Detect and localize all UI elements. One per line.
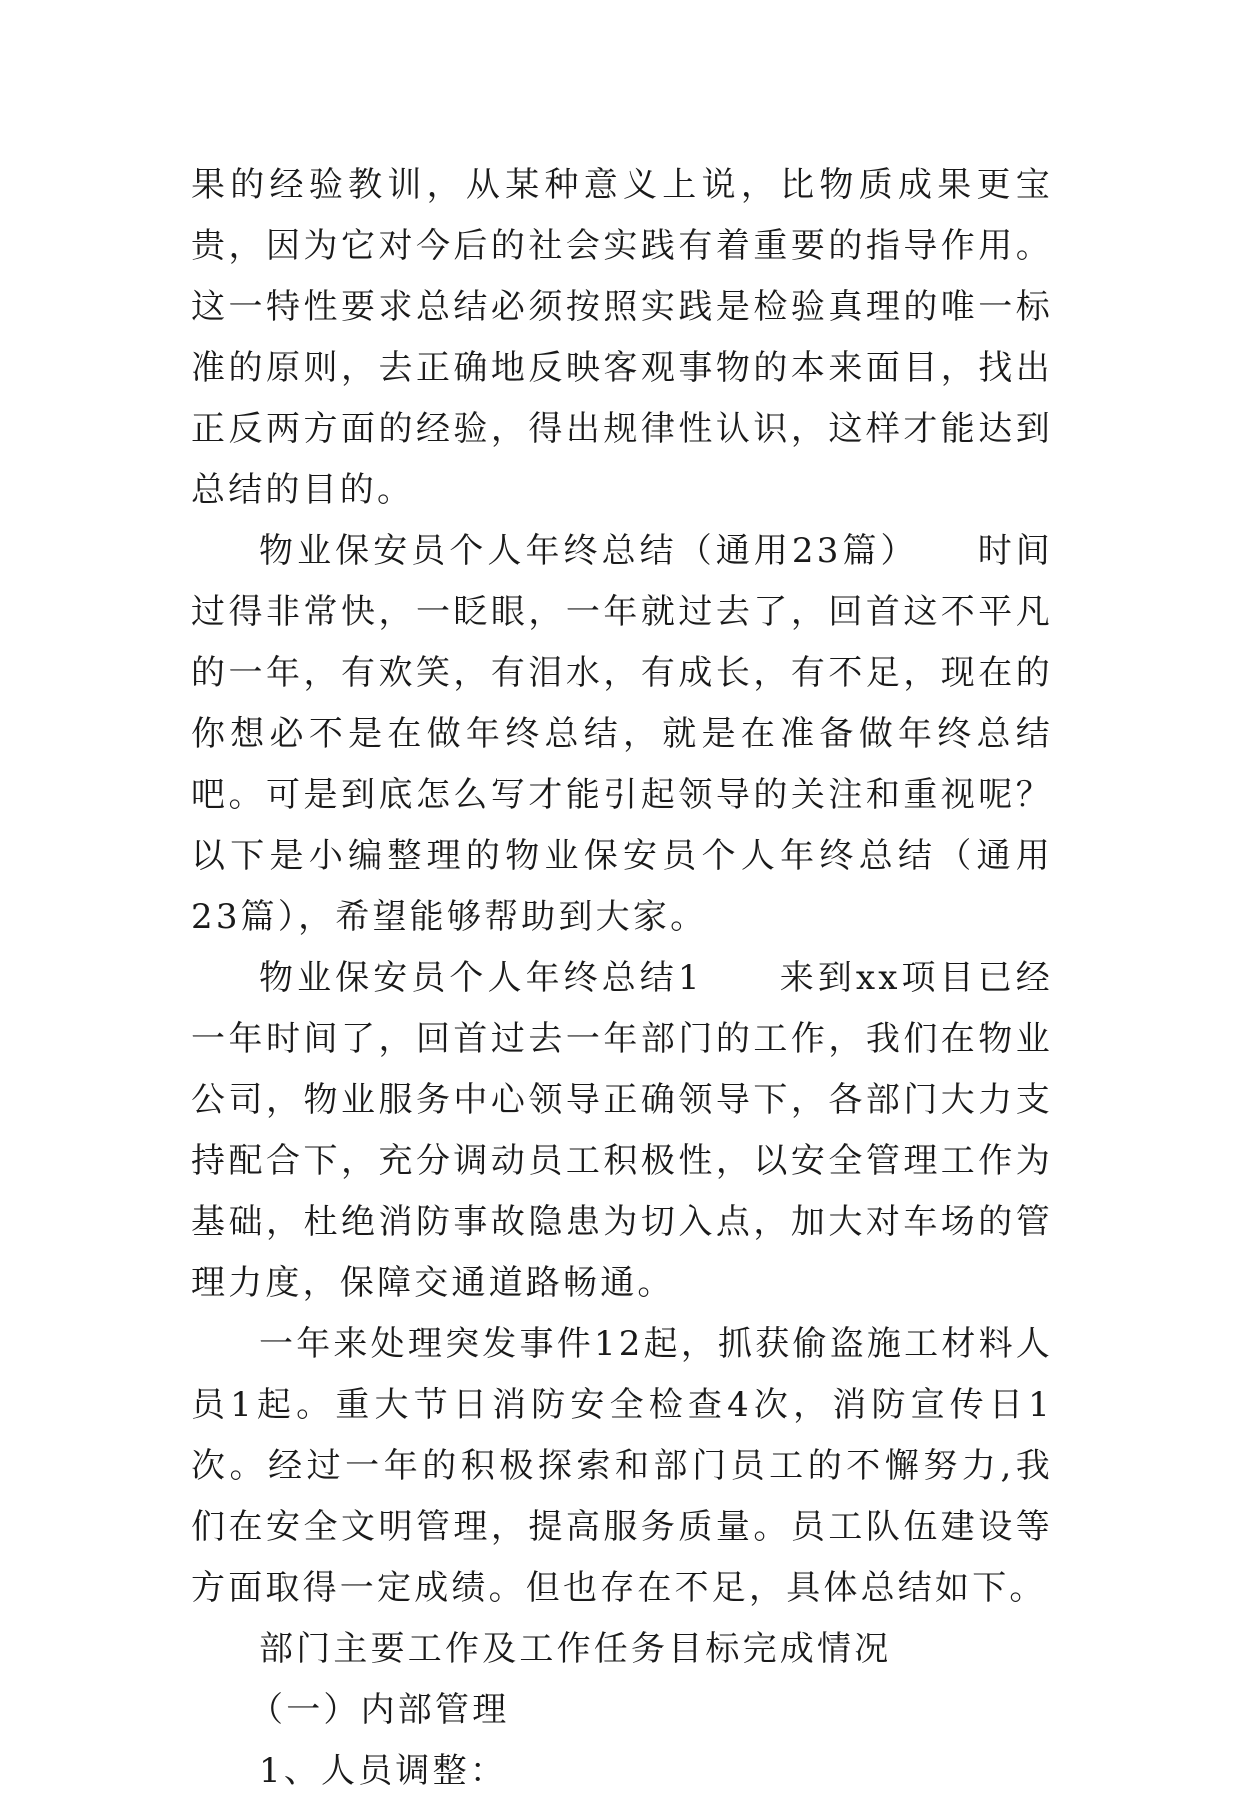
- document-body: [191, 155, 1053, 1802]
- item-heading: 1、人员调整：: [259, 1751, 508, 1791]
- paragraph-continuation: 果的经验教训，从某种意义上说，比物质成果更宝贵，因为它对今后的社会实践有着重要的指导作用。这一特性要求总结必须按照实践是检验真理的唯一标准的原则，去正确地反映客观事物的本来面目，找出正反两方面的经验，得出规律性认识，这样才能达到总结的目的。: [191, 165, 1053, 510]
- paragraph-intro: 物业保安员个人年终总结（通用23篇） 时间过得非常快，一眨眼，一年就过去了，回首这不平凡的一年，有欢笑，有泪水，有成长，有不足，现在的你想必不是在做年终总结，就是在准备做年终总结吧。可是到底怎么写才能引起领导的关注和重视呢？以下是小编整理的物业保安员个人年终总结（通用23篇），希望能够帮助到大家。: [191, 531, 1053, 937]
- subsection-heading: （一）内部管理: [249, 1690, 510, 1730]
- section-heading: 部门主要工作及工作任务目标完成情况: [259, 1629, 892, 1669]
- paragraph-summary-1: 物业保安员个人年终总结1 来到xx项目已经一年时间了，回首过去一年部门的工作，我们在物业公司，物业服务中心领导正确领导下，各部门大力支持配合下，充分调动员工积极性，以安全管理工作为基础，杜绝消防事故隐患为切入点，加大对车场的管理力度，保障交通道路畅通。: [191, 958, 1053, 1303]
- paragraph-statistics: 一年来处理突发事件12起，抓获偷盗施工材料人员1起。重大节日消防安全检查4次，消防宣传日1次。经过一年的积极探索和部门员工的不懈努力,我们在安全文明管理，提高服务质量。员工队伍建设等方面取得一定成绩。但也存在不足，具体总结如下。: [191, 1324, 1053, 1608]
